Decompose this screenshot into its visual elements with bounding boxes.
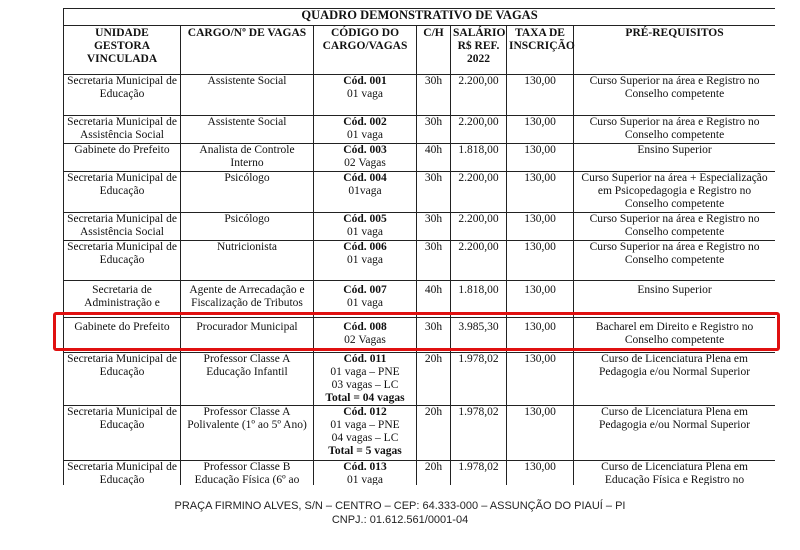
cell-taxa: 130,00 [507, 318, 574, 353]
cell-salario: 2.200,00 [451, 116, 507, 144]
cell-taxa: 130,00 [507, 116, 574, 144]
cell-cargo: Professor Classe A Educação Infantil [181, 353, 314, 406]
cell-cargo: Professor Classe B Educação Física (6º ao [181, 461, 314, 486]
cell-salario: 1.978,02 [451, 406, 507, 461]
cell-cargo: Analista de Controle Interno [181, 144, 314, 172]
cell-ch: 40h [417, 281, 451, 318]
cell-vagas: 01 vaga [346, 88, 384, 100]
cell-unidade: Secretaria Municipal de Assistência Social [64, 116, 181, 144]
cell-ch: 30h [417, 75, 451, 116]
cell-codigo [314, 241, 417, 281]
cell-unidade: Secretaria Municipal de Educação [64, 172, 181, 213]
cell-vagas: 01 vaga [346, 474, 384, 485]
table-row [64, 406, 776, 461]
cell-vagas: 01 vaga [346, 226, 384, 238]
cell-salario: 2.200,00 [451, 213, 507, 241]
cell-cargo: Assistente Social [181, 75, 314, 116]
cell-cargo: Psicólogo [181, 172, 314, 213]
cell-unidade: Secretaria de Administração e [64, 281, 181, 318]
cell-vagas: 01vaga [348, 185, 382, 197]
cell-codigo [314, 281, 417, 318]
table-row [64, 75, 776, 116]
cell-cod: Cód. 001 [343, 75, 387, 87]
cell-codigo [314, 75, 417, 116]
cell-codigo [314, 406, 417, 461]
cell-codigo [314, 353, 417, 406]
cell-prereq: Ensino Superior [574, 144, 776, 172]
cell-unidade: Secretaria Municipal de Educação [64, 75, 181, 116]
cell-prereq: Curso de Licenciatura Plena em Pedagogia e/ou Normal Superior [574, 406, 776, 461]
cell-prereq: Curso Superior na área + Especialização em Psicopedagogia e Registro no Conselho competente [574, 172, 776, 213]
cell-cargo: Psicólogo [181, 213, 314, 241]
table-row [64, 241, 776, 281]
header-cargo: CARGO/Nº DE VAGAS [181, 26, 314, 75]
cell-codigo [314, 461, 417, 486]
cell-unidade: Secretaria Municipal de Assistência Social [64, 213, 181, 241]
header-salario: SALÁRIO R$ REF. 2022 [451, 26, 507, 75]
cell-salario: 2.200,00 [451, 172, 507, 213]
cell-taxa: 130,00 [507, 75, 574, 116]
cell-vagas-pne: 01 vaga – PNE [330, 366, 400, 378]
cell-cod: Cód. 007 [343, 284, 387, 296]
cell-cod: Cód. 006 [343, 241, 387, 253]
cell-codigo [314, 172, 417, 213]
cell-ch: 30h [417, 241, 451, 281]
cell-ch: 30h [417, 213, 451, 241]
cell-ch: 20h [417, 353, 451, 406]
cell-vagas-lc: 04 vagas – LC [331, 432, 399, 444]
cell-prereq: Ensino Superior [574, 281, 776, 318]
cell-salario: 2.200,00 [451, 75, 507, 116]
cell-cod: Cód. 005 [343, 213, 387, 225]
cell-vagas: 01 vaga [346, 297, 384, 309]
cell-salario: 1.818,00 [451, 144, 507, 172]
table-row [64, 172, 776, 213]
table-row [64, 353, 776, 406]
cell-prereq: Curso de Licenciatura Plena em Pedagogia e/ou Normal Superior [574, 353, 776, 406]
cell-cod: Cód. 011 [343, 353, 387, 365]
cell-codigo [314, 144, 417, 172]
cell-cod: Cód. 004 [343, 172, 387, 184]
cell-salario: 1.978,02 [451, 353, 507, 406]
cell-salario: 2.200,00 [451, 241, 507, 281]
cell-ch: 30h [417, 116, 451, 144]
footer-cnpj: CNPJ.: 01.612.561/0001-04 [331, 514, 469, 526]
cell-cargo: Agente de Arrecadação e Fiscalização de Tributos [181, 281, 314, 318]
table-row [64, 281, 776, 318]
cell-unidade: Gabinete do Prefeito [64, 318, 181, 353]
cell-ch: 20h [417, 461, 451, 486]
cell-taxa: 130,00 [507, 461, 574, 486]
cell-taxa: 130,00 [507, 144, 574, 172]
header-codigo: CÓDIGO DO CARGO/VAGAS [314, 26, 417, 75]
vacancy-table [63, 8, 775, 485]
cell-unidade: Secretaria Municipal de Educação [64, 353, 181, 406]
cell-taxa: 130,00 [507, 172, 574, 213]
table-row [64, 144, 776, 172]
cell-taxa: 130,00 [507, 241, 574, 281]
cell-ch: 20h [417, 406, 451, 461]
cell-salario: 1.818,00 [451, 281, 507, 318]
cell-cod: Cód. 002 [343, 116, 387, 128]
cell-unidade: Secretaria Municipal de Educação [64, 461, 181, 486]
cell-taxa: 130,00 [507, 406, 574, 461]
cell-salario: 3.985,30 [451, 318, 507, 353]
header-taxa: TAXA DE INSCRIÇÃO [507, 26, 574, 75]
cell-salario: 1.978,02 [451, 461, 507, 486]
cell-cargo: Assistente Social [181, 116, 314, 144]
cell-vagas-pne: 01 vaga – PNE [330, 419, 400, 431]
cell-vagas: 02 Vagas [344, 334, 386, 346]
cell-cod: Cód. 012 [343, 406, 387, 418]
cell-prereq: Curso Superior na área e Registro no Conselho competente [574, 75, 776, 116]
table-row [64, 213, 776, 241]
cell-total: Total = 5 vagas [328, 445, 402, 457]
cell-ch: 30h [417, 318, 451, 353]
cell-taxa: 130,00 [507, 213, 574, 241]
cell-vagas-lc: 03 vagas – LC [331, 379, 399, 391]
cell-unidade: Secretaria Municipal de Educação [64, 406, 181, 461]
cell-ch: 40h [417, 144, 451, 172]
cell-codigo [314, 318, 417, 353]
cell-prereq: Curso Superior na área e Registro no Conselho competente [574, 213, 776, 241]
table-row [64, 116, 776, 144]
header-prereq: PRÉ-REQUISITOS [574, 26, 776, 75]
cell-cod: Cód. 013 [343, 461, 387, 473]
table-row-highlighted [64, 318, 776, 353]
cell-codigo [314, 116, 417, 144]
cell-prereq: Curso Superior na área e Registro no Conselho competente [574, 241, 776, 281]
cell-prereq: Curso de Licenciatura Plena em Educação Física e Registro no [574, 461, 776, 486]
table-row [64, 461, 776, 486]
cell-prereq: Curso Superior na área e Registro no Conselho competente [574, 116, 776, 144]
table-title: QUADRO DEMONSTRATIVO DE VAGAS [64, 9, 776, 26]
cell-cargo: Professor Classe A Polivalente (1º ao 5º Ano) [181, 406, 314, 461]
cell-vagas: 02 Vagas [344, 157, 386, 169]
footer-address: PRAÇA FIRMINO ALVES, S/N – CENTRO – CEP: 64.333-000 – ASSUNÇÃO DO PIAUÍ – PI [174, 500, 626, 512]
cell-codigo [314, 213, 417, 241]
cell-vagas: 01 vaga [346, 254, 384, 266]
cell-prereq: Bacharel em Direito e Registro no Conselho competente [574, 318, 776, 353]
cell-unidade: Gabinete do Prefeito [64, 144, 181, 172]
cell-taxa: 130,00 [507, 281, 574, 318]
cell-cargo: Nutricionista [181, 241, 314, 281]
header-unidade: UNIDADE GESTORA VINCULADA [64, 26, 181, 75]
cell-unidade: Secretaria Municipal de Educação [64, 241, 181, 281]
cell-cod: Cód. 003 [343, 144, 387, 156]
cell-cod: Cód. 008 [343, 321, 387, 333]
cell-total: Total = 04 vagas [325, 392, 405, 404]
vacancy-table-container [63, 8, 775, 485]
cell-ch: 30h [417, 172, 451, 213]
cell-vagas: 01 vaga [346, 129, 384, 141]
cell-taxa: 130,00 [507, 353, 574, 406]
header-ch: C/H [417, 26, 451, 75]
cell-cargo: Procurador Municipal [181, 318, 314, 353]
